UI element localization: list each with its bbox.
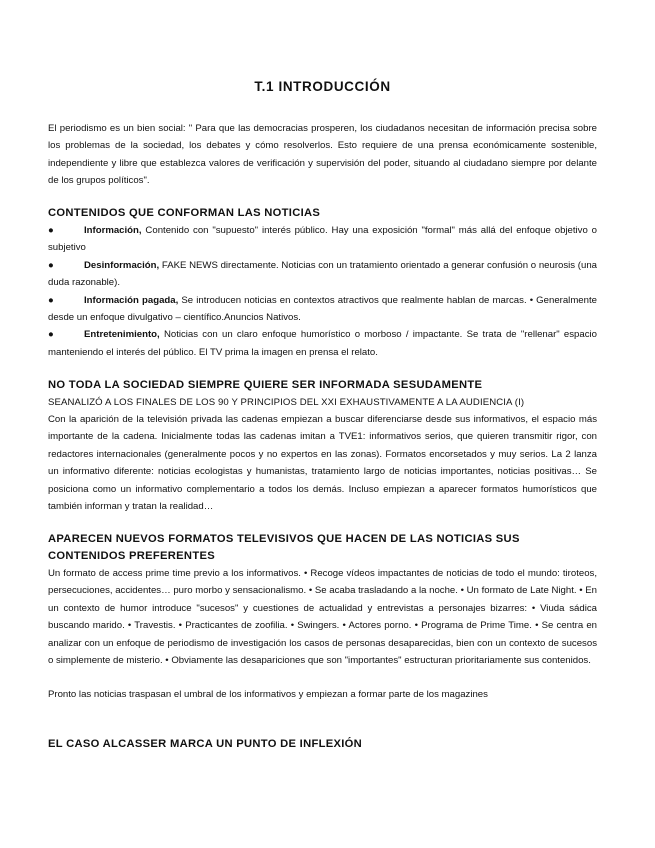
section-heading-contenidos: CONTENIDOS QUE CONFORMAN LAS NOTICIAS <box>48 207 321 219</box>
term-label: Entretenimiento, <box>84 329 160 341</box>
list-item-entretenimiento <box>48 326 597 361</box>
section-contenidos <box>48 205 597 361</box>
item-text: Se introducen noticias en contextos atractivos que realmente hablan de marcas. • Generalmente desde un enfoque divulgativo – científico.Anuncios Nativos. <box>48 294 597 324</box>
section-alcasser <box>48 736 597 753</box>
section-heading-formatos: APARECEN NUEVOS FORMATOS TELEVISIVOS QUE HACEN DE LAS NOTICIAS SUS CONTENIDOS PREFERENTES <box>48 533 520 562</box>
intro-paragraph: El periodismo es un bien social: " Para que las democracias prosperen, los ciudadanos necesitan de información precisa sobre los problemas de la sociedad, los debates y cómo resolverlos. Esto requiere de una prensa económicamente sostenible, independiente y libre que establezca valores de verificación y supervisión del poder, situando al ciudadano siempre por delante de los grupos políticos". <box>48 123 597 187</box>
item-text: Contenido con "supuesto" interés público. Hay una exposición "formal" más allá del enfoque objetivo o subjetivo <box>48 225 597 254</box>
item-text: Noticias con un claro enfoque humorístico o morboso / impactante. Se trata de "rellenar" espacio manteniendo el interés del público. El TV prima la imagen en prensa el relato. <box>48 329 597 358</box>
section-body: Con la aparición de la televisión privada las cadenas empiezan a buscar diferenciarse desde sus informativos, el espacio más importante de la cadena. Inicialmente todas las cadenas imitan a TVE1: informativos serios, que quieren transmitir rigor, con redactores internacionales (generalmente pocos y no expertos en las zonas). Formatos encorsetados y muy serios. La 2 lanza un informativo diferente: noticias ecologistas y humanistas, tratamiento largo de noticias importantes, noticias positivas… Se posiciona como un informativo complementario a todos los demás. Incluso empiezan a aparecer formatos humorísticos que también informan y tratan la realidad… <box>48 414 597 513</box>
term-label: Información, <box>84 225 142 236</box>
list-item-informacion-pagada <box>48 292 597 327</box>
bullet-icon: ● <box>48 294 54 306</box>
item-text: FAKE NEWS directamente. Noticias con un tratamiento orientado a generar confusión o neurosis (una duda razonable). <box>48 259 597 289</box>
term-label: Información pagada, <box>84 294 179 306</box>
page-title: T.1 INTRODUCCIÓN <box>254 79 391 94</box>
section-body: Un formato de access prime time previo a los informativos. • Recoge vídeos impactantes de noticias de todo el mundo: tiroteos, persecuciones, accidentes… puro morbo y sensacionalismo. • Se acaba trasladando a la noche. • Un formato de Late Night. • En un contexto de humor introduce "sucesos" y cuestiones de actualidad y entrevistas a personajes bizarres: • Viuda sádica buscando marido. • Travestis. • Practicantes de zoofilia. • Swingers. • Actores porno. • Programa de Prime Time. • Se centra en analizar con un enfoque de periodismo de investigación los casos de personas desaparecidas, bien con un contexto de sucesos o simplemente de misterio. • Obviamente las desapariciones que son "importantes" estructuran prioritariamente sus contenidos. <box>48 568 597 667</box>
bullet-icon: ● <box>48 259 54 271</box>
list-item-informacion <box>48 222 597 257</box>
closing-paragraph: Pronto las noticias traspasan el umbral de los informativos y empiezan a formar parte de los magazines <box>48 689 488 701</box>
list-item-desinformacion <box>48 257 597 292</box>
term-label: Desinformación, <box>84 259 160 271</box>
section-heading-sociedad: NO TODA LA SOCIEDAD SIEMPRE QUIERE SER INFORMADA SESUDAMENTE <box>48 379 483 391</box>
intro-block <box>48 120 597 190</box>
bullet-icon: ● <box>48 329 54 341</box>
section-heading-alcasser: EL CASO ALCASSER MARCA UN PUNTO DE INFLEXIÓN <box>48 738 363 750</box>
section-subheading: SEANALIZÓ A LOS FINALES DE LOS 90 Y PRINCIPIOS DEL XXI EXHAUSTIVAMENTE A LA AUDIENCIA (I) <box>48 397 525 408</box>
bullet-icon: ● <box>48 225 54 236</box>
section-formatos <box>48 531 597 704</box>
section-sociedad <box>48 377 597 515</box>
